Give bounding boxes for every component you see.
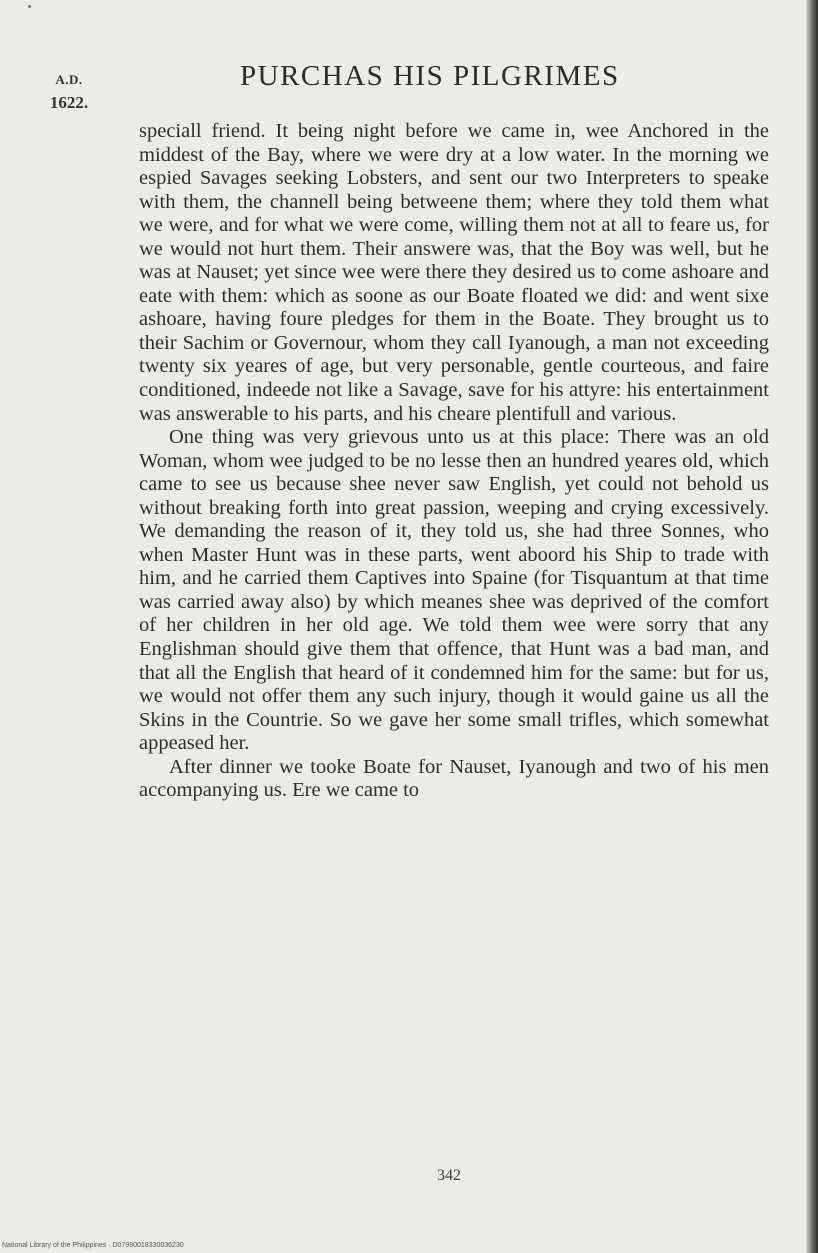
side-note-ad: A.D. bbox=[55, 72, 83, 87]
paragraph-2: One thing was very grievous unto us at this place: There was an old Woman, whom wee judged to be no lesse then an hundred yeares old, which came to see us because shee never saw English, yet could not behold us without breaking forth into great passion, weeping and crying excessively. We demanding the reason of it, they told us, she had three Sonnes, who when Master Hunt was in these parts, went aboord his Ship to trade with him, and he carried them Captives into Spaine (for Tisquantum at that time was carried away also) by which meanes shee was deprived of the comfort of her children in her old age. We told them wee were sorry that any Englishman should give them that offence, that Hunt was a bad man, and that all the English that heard of it condemned him for the same: but for us, we would not offer them any such injury, though it would gaine us all the Skins in the Countrie. So we gave her some small trifles, which somewhat appeased her. bbox=[139, 426, 769, 755]
paragraph-3: After dinner we tooke Boate for Nauset, Iyanough and two of his men accompanying us. Ere we came to bbox=[139, 755, 769, 802]
side-note-year bbox=[38, 68, 100, 114]
body-text bbox=[139, 120, 769, 803]
page-edge-shadow bbox=[806, 0, 818, 1253]
page-speck bbox=[28, 5, 31, 8]
paragraph-1: speciall friend. It being night before we came in, wee Anchored in the middest of the Bay, where we were dry at a low water. In the morning we espied Savages seeking Lobsters, and sent our two Interpreters to speake with them, the channell being betweene them; where they told them what we were, and for what we were come, willing them not at all to feare us, for we would not hurt them. Their answere was, that the Boy was well, but he was at Nauset; yet since wee were there they desired us to come ashoare and eate with them: which as soone as our Boate floated we did: and went sixe ashoare, having foure pledges for them in the Boate. They brought us to their Sachim or Governour, whom they call Iyanough, a man not exceeding twenty six yeares of age, but very personable, gentle courteous, and faire conditioned, indeede not like a Savage, save for his attyre: his entertainment was answerable to his parts, and his cheare plentifull and various. bbox=[139, 120, 769, 425]
scan-footer: National Library of the Philippines · D07990018330036230 bbox=[2, 1242, 184, 1249]
side-note-year-value: 1622. bbox=[49, 93, 89, 112]
page-number: 342 bbox=[437, 1167, 461, 1184]
running-head: PURCHAS HIS PILGRIMES bbox=[240, 60, 620, 92]
